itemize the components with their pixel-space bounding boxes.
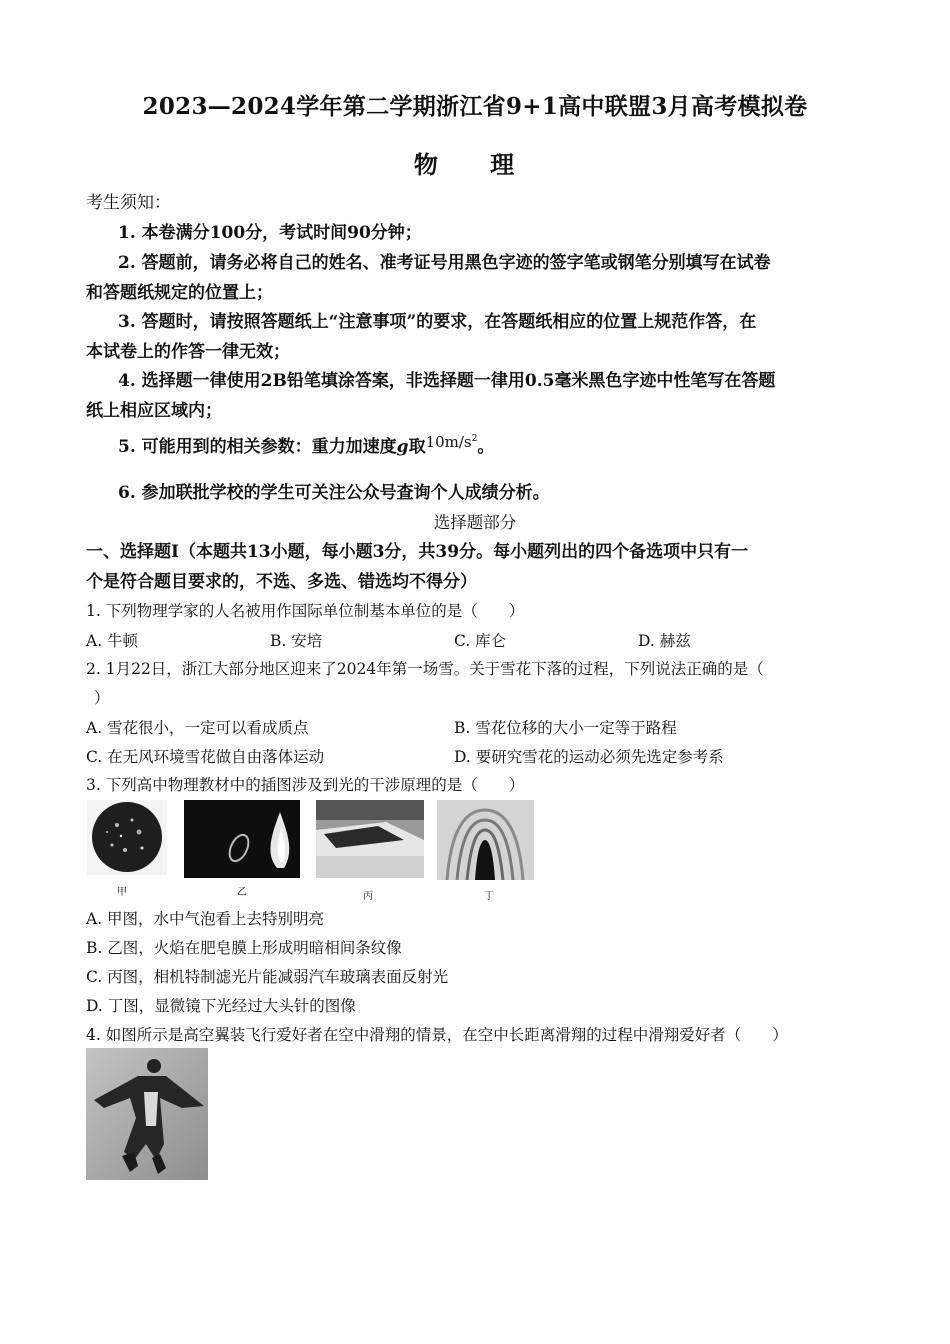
q3-caption-ding: 丁 (484, 891, 494, 902)
gravity-value (426, 433, 478, 451)
q2-option-d: D. 要研究雪花的运动必须先选定参考系 (454, 748, 724, 766)
q1-option-a: A. 牛顿 (86, 632, 139, 650)
notice-item-3a: 3. 答题时，请按照答题纸上“注意事项”的要求，在答题纸相应的位置上规范作答，在 (118, 312, 757, 332)
q2-option-c: C. 在无风环境雪花做自由落体运动 (86, 748, 325, 766)
q3-caption-jia: 甲 (117, 887, 127, 898)
q3-figure-ding (437, 800, 534, 880)
q1-option-d: D. 赫兹 (638, 632, 691, 650)
gravity-exponent: 2 (471, 434, 478, 444)
q3-caption-yi: 乙 (237, 887, 247, 898)
section-title: 选择题部分 (433, 513, 517, 532)
q3-figure-jia (87, 800, 167, 875)
q2-option-a: A. 雪花很小，一定可以看成质点 (86, 719, 309, 737)
q3-option-d: D. 丁图，显微镜下光经过大头针的图像 (86, 997, 356, 1015)
notice-item-5-suffix: 。 (477, 437, 495, 457)
q2-stem-b: ） (94, 689, 110, 707)
q3-option-b: B. 乙图，火焰在肥皂膜上形成明暗相间条纹像 (86, 939, 402, 957)
q2-stem-a: 2. 1月22日，浙江大部分地区迎来了2024年第一场雪。关于雪花下落的过程，下列说法正确的是（ (86, 660, 764, 678)
q3-option-c: C. 丙图，相机特制滤光片能减弱汽车玻璃表面反射光 (86, 968, 449, 986)
notice-item-5-mid: 取 (408, 437, 426, 457)
part1-heading-b: 个是符合题目要求的，不选、多选、错选均不得分） (86, 572, 477, 592)
q3-option-a: A. 甲图，水中气泡看上去特别明亮 (86, 910, 325, 928)
q1-option-c: C. 库仑 (454, 632, 507, 650)
notice-item-2a: 2. 答题前，请务必将自己的姓名、准考证号用黑色字迹的签字笔或钢笔分别填写在试卷 (118, 253, 771, 273)
notice-item-5 (118, 433, 898, 458)
q3-caption-bing: 丙 (363, 891, 373, 902)
q1-option-b: B. 安培 (270, 632, 323, 650)
notice-item-4a: 4. 选择题一律使用2B铅笔填涂答案，非选择题一律用0.5毫米黑色字迹中性笔写在答题 (118, 371, 776, 391)
q3-figure-bing (316, 800, 424, 878)
gravity-value-text: 10m/s (425, 433, 472, 451)
notice-item-2b: 和答题纸规定的位置上； (86, 283, 273, 303)
notice-heading: 考生须知： (86, 193, 171, 213)
q1-stem: 1. 下列物理学家的人名被用作国际单位制基本单位的是（ ） (86, 602, 525, 620)
notice-item-4b: 纸上相应区域内； (86, 401, 222, 421)
notice-item-3b: 本试卷上的作答一律无效； (86, 342, 290, 362)
notice-item-1: 1. 本卷满分100分，考试时间90分钟； (118, 223, 422, 243)
subject-title: 物 理 (413, 150, 537, 179)
exam-title: 2023—2024学年第二学期浙江省9+1高中联盟3月高考模拟卷 (142, 93, 808, 120)
q3-figure-yi (184, 800, 300, 878)
notice-item-5-prefix: 5. 可能用到的相关参数：重力加速度 (118, 437, 397, 457)
q3-stem: 3. 下列高中物理教材中的插图涉及到光的干涉原理的是（ ） (86, 776, 525, 794)
notice-item-6: 6. 参加联批学校的学生可关注公众号查询个人成绩分析。 (118, 483, 550, 503)
q4-stem: 4. 如图所示是高空翼装飞行爱好者在空中滑翔的情景，在空中长距离滑翔的过程中滑翔爱好者（ ） (86, 1026, 788, 1044)
q2-option-b: B. 雪花位移的大小一定等于路程 (454, 719, 677, 737)
q4-wingsuit-figure (86, 1048, 208, 1180)
part1-heading-a: 一、选择题Ⅰ（本题共13小题，每小题3分，共39分。每小题列出的四个备选项中只有一 (86, 542, 749, 562)
gravity-symbol: g (396, 437, 409, 457)
